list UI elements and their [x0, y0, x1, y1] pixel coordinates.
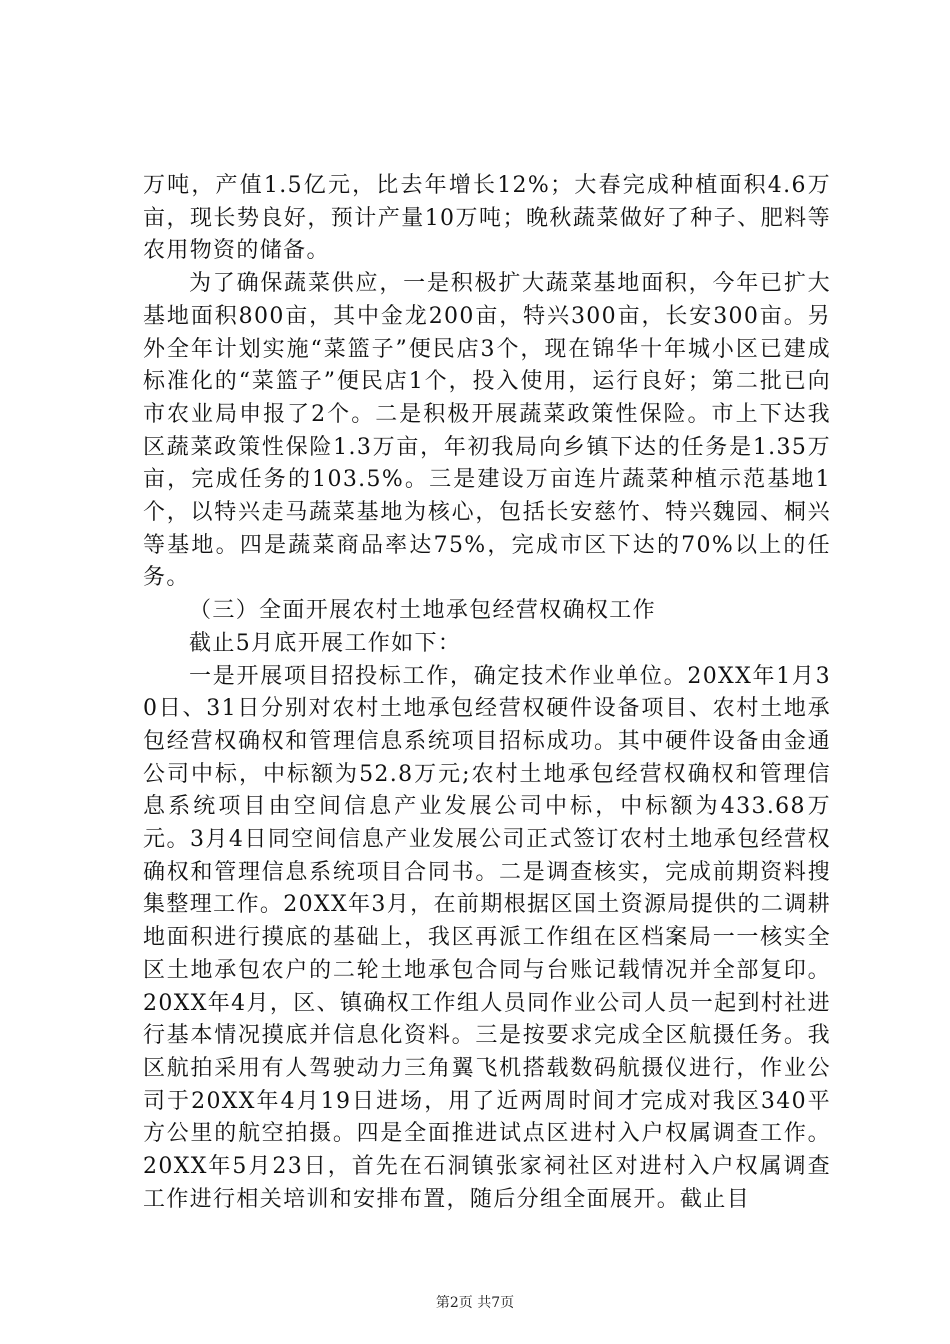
document-body — [143, 170, 831, 1217]
paragraph-land-rights-work: 一是开展项目招投标工作，确定技术作业单位。20XX年1月30日、31日分别对农村土地承包经营权硬件设备项目、农村土地承包经营权确权和管理信息系统项目招标成功。其中硬件设备由金通公司中标，中标额为52.8万元;农村土地承包经营权确权和管理信息系统项目由空间信息产业发展公司中标，中标额为433.68万元。3月4日同空间信息产业发展公司正式签订农村土地承包经营权确权和管理信息系统项目合同书。二是调查核实，完成前期资料搜集整理工作。20XX年3月，在前期根据区国土资源局提供的二调耕地面积进行摸底的基础上，我区再派工作组在区档案局一一核实全区土地承包农户的二轮土地承包合同与台账记载情况并全部复印。20XX年4月，区、镇确权工作组人员同作业公司人员一起到村社进行基本情况摸底并信息化资料。三是按要求完成全区航摄任务。我区航拍采用有人驾驶动力三角翼飞机搭载数码航摄仪进行，作业公司于20XX年4月19日进场，用了近两周时间才完成对我区340平方公里的航空拍摄。四是全面推进试点区进村入户权属调查工作。20XX年5月23日，首先在石洞镇张家祠社区对进村入户权属调查工作进行相关培训和安排布置，随后分组全面展开。截止目 — [143, 663, 831, 1212]
page-number-footer: 第2页 共7页 — [435, 1295, 515, 1311]
paragraph-output-summary: 万吨，产值1.5亿元，比去年增长12%；大春完成种植面积4.6万亩，现长势良好，预计产量10万吨；晚秋蔬菜做好了种子、肥料等农用物资的储备。 — [143, 173, 831, 264]
section-heading-land-rights: （三）全面开展农村土地承包经营权确权工作 — [189, 598, 657, 624]
paragraph-progress-intro: 截止5月底开展工作如下： — [189, 630, 462, 656]
paragraph-vegetable-supply: 为了确保蔬菜供应，一是积极扩大蔬菜基地面积，今年已扩大基地面积800亩，其中金龙200亩，特兴300亩，长安300亩。另外全年计划实施“菜篮子”便民店3个，现在锦华十年城小区已建成标准化的“菜篮子”便民店1个，投入使用，运行良好；第二批已向市农业局申报了2个。二是积极开展蔬菜政策性保险。市上下达我区蔬菜政策性保险1.3万亩，年初我局向乡镇下达的任务是1.35万亩，完成任务的103.5%。三是建设万亩连片蔬菜种植示范基地1个，以特兴走马蔬菜基地为核心，包括长安慈竹、特兴魏园、桐兴等基地。四是蔬菜商品率达75%，完成市区下达的70%以上的任务。 — [143, 271, 831, 591]
